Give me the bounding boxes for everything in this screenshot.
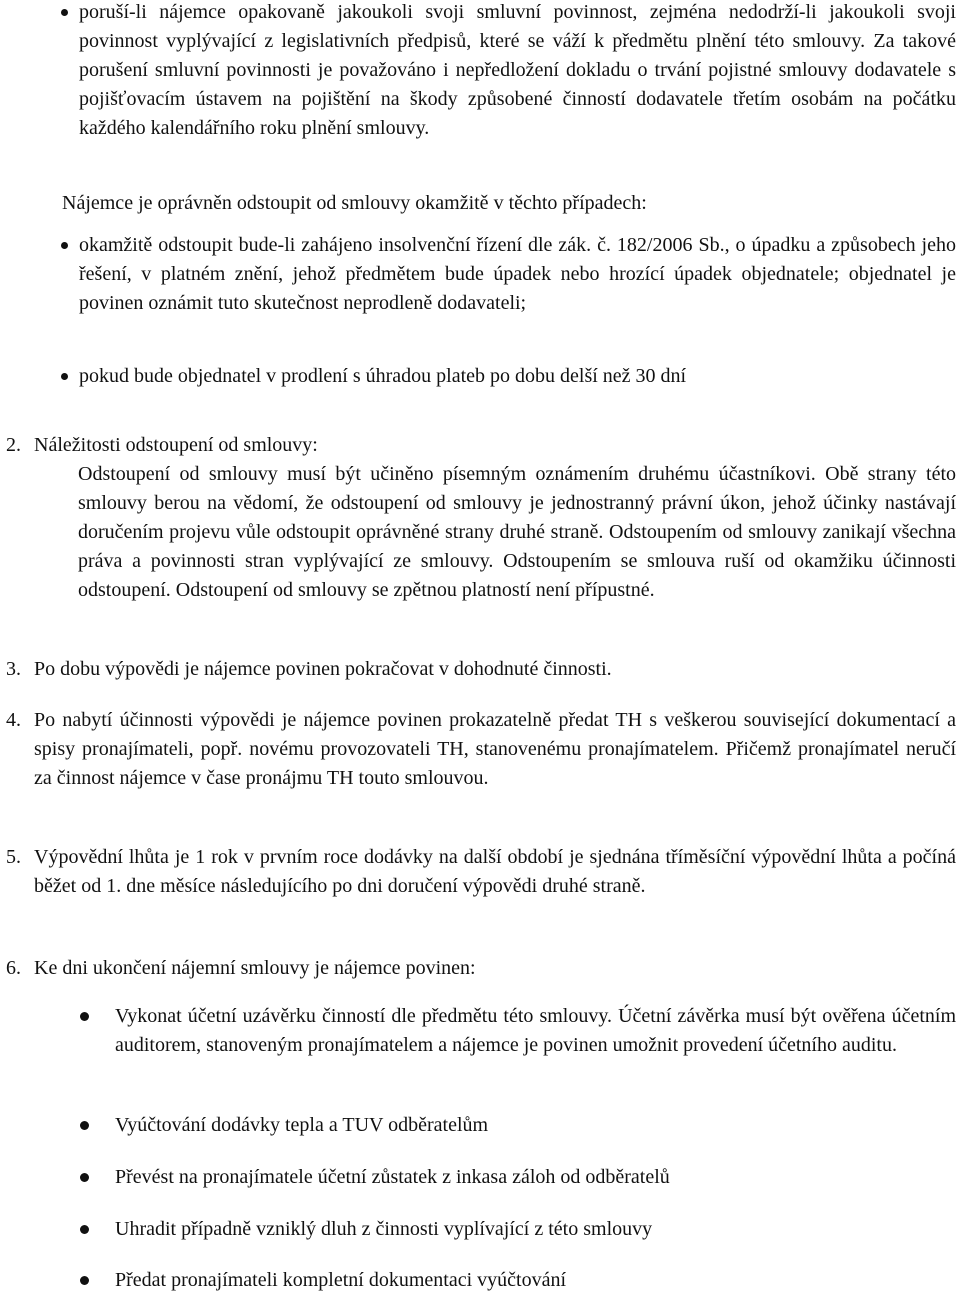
section-2-number: 2. xyxy=(6,434,21,456)
section-5-number: 5. xyxy=(6,846,21,868)
bullet-icon xyxy=(80,1225,89,1234)
section-3-number: 3. xyxy=(6,658,21,680)
bullet-icon xyxy=(80,1173,89,1182)
section-5-text: Výpovědní lhůta je 1 rok v prvním roce dodávky na další období je sjednána tříměsíční výpovědní lhůta a počíná běžet od 1. dne měsíce následujícího po dni doručení výpovědi druhé straně. xyxy=(34,846,956,897)
bullet-icon xyxy=(61,373,68,380)
section-2-heading: Náležitosti odstoupení od smlouvy: xyxy=(34,434,318,456)
bullet-icon xyxy=(80,1121,89,1130)
section-4-text: Po nabytí účinnosti výpovědi je nájemce povinen prokazatelně předat TH s veškerou související dokumentací a spisy pronajímateli, popř. novému provozovateli TH, stanovenému pronajímatelem. Přičemž pronajímatel neručí za činnost nájemce v čase pronájmu TH touto smlouvou. xyxy=(34,709,956,789)
section-6-number: 6. xyxy=(6,957,21,979)
bullet-icon xyxy=(61,9,68,16)
section-3-text: Po dobu výpovědi je nájemce povinen pokračovat v dohodnuté činnosti. xyxy=(34,658,612,680)
bullet-icon xyxy=(80,1276,89,1285)
duty-billing-text: Vyúčtování dodávky tepla a TUV odběratelům xyxy=(115,1114,489,1136)
insolvency-clause-text: okamžitě odstoupit bude-li zahájeno insolvenční řízení dle zák. č. 182/2006 Sb., o úpadku a způsobech jeho řešení, v platném znění, jehož předmětem bude úpadek nebo hrozící úpadek objednatele; objednatel je povinen oznámit tuto skutečnost neprodleně dodavateli; xyxy=(79,234,956,314)
breach-clause-text: poruší-li nájemce opakovaně jakoukoli svoji smluvní povinnost, zejména nedodrží-li jakoukoli svoji povinnost vyplývající z legislativních předpisů, které se váží k předmětu plnění této smlouvy. Za takové porušení smluvní povinnosti je považováno i nepředložení dokladu o trvání pojistné smlouvy dodavatele s pojišťovacím ústavem na pojištění na škody způsobené činností dodavatele třetím osobám na počátku každého kalendářního roku plnění smlouvy. xyxy=(79,1,956,139)
tenant-withdraw-intro: Nájemce je oprávněn odstoupit od smlouvy okamžitě v těchto případech: xyxy=(62,192,647,214)
section-2-body: Odstoupení od smlouvy musí být učiněno písemným oznámením druhému účastníkovi. Obě strany této smlouvy berou na vědomí, že odstoupení od smlouvy je jednostranný právní úkon, jehož účinky nastávají doručením projevu vůle odstoupit oprávněné strany druhé straně. Odstoupením od smlouvy zanikají všechna práva a povinnosti stran vyplývající ze smlouvy. Odstoupením se smlouva ruší od okamžiku účinnosti odstoupení. Odstoupení od smlouvy se zpětnou platností není přípustné. xyxy=(78,463,956,601)
duty-documentation-text: Předat pronajímateli kompletní dokumentaci vyúčtování xyxy=(115,1269,566,1291)
payment-delay-clause-text: pokud bude objednatel v prodlení s úhradou plateb po dobu delší než 30 dní xyxy=(79,365,687,387)
section-4-number: 4. xyxy=(6,709,21,731)
bullet-icon xyxy=(80,1012,89,1021)
duty-audit-text: Vykonat účetní uzávěrku činností dle předmětu této smlouvy. Účetní závěrka musí být ověřena účetním auditorem, stanoveným pronajímatelem a nájemce je povinen umožnit provedení účetního auditu. xyxy=(115,1005,956,1056)
section-6-text: Ke dni ukončení nájemní smlouvy je nájemce povinen: xyxy=(34,957,476,979)
duty-debt-payment-text: Uhradit případně vzniklý dluh z činnosti vyplívající z této smlouvy xyxy=(115,1218,653,1240)
bullet-icon xyxy=(61,242,68,249)
duty-balance-transfer-text: Převést na pronajímatele účetní zůstatek z inkasa záloh od odběratelů xyxy=(115,1166,670,1188)
